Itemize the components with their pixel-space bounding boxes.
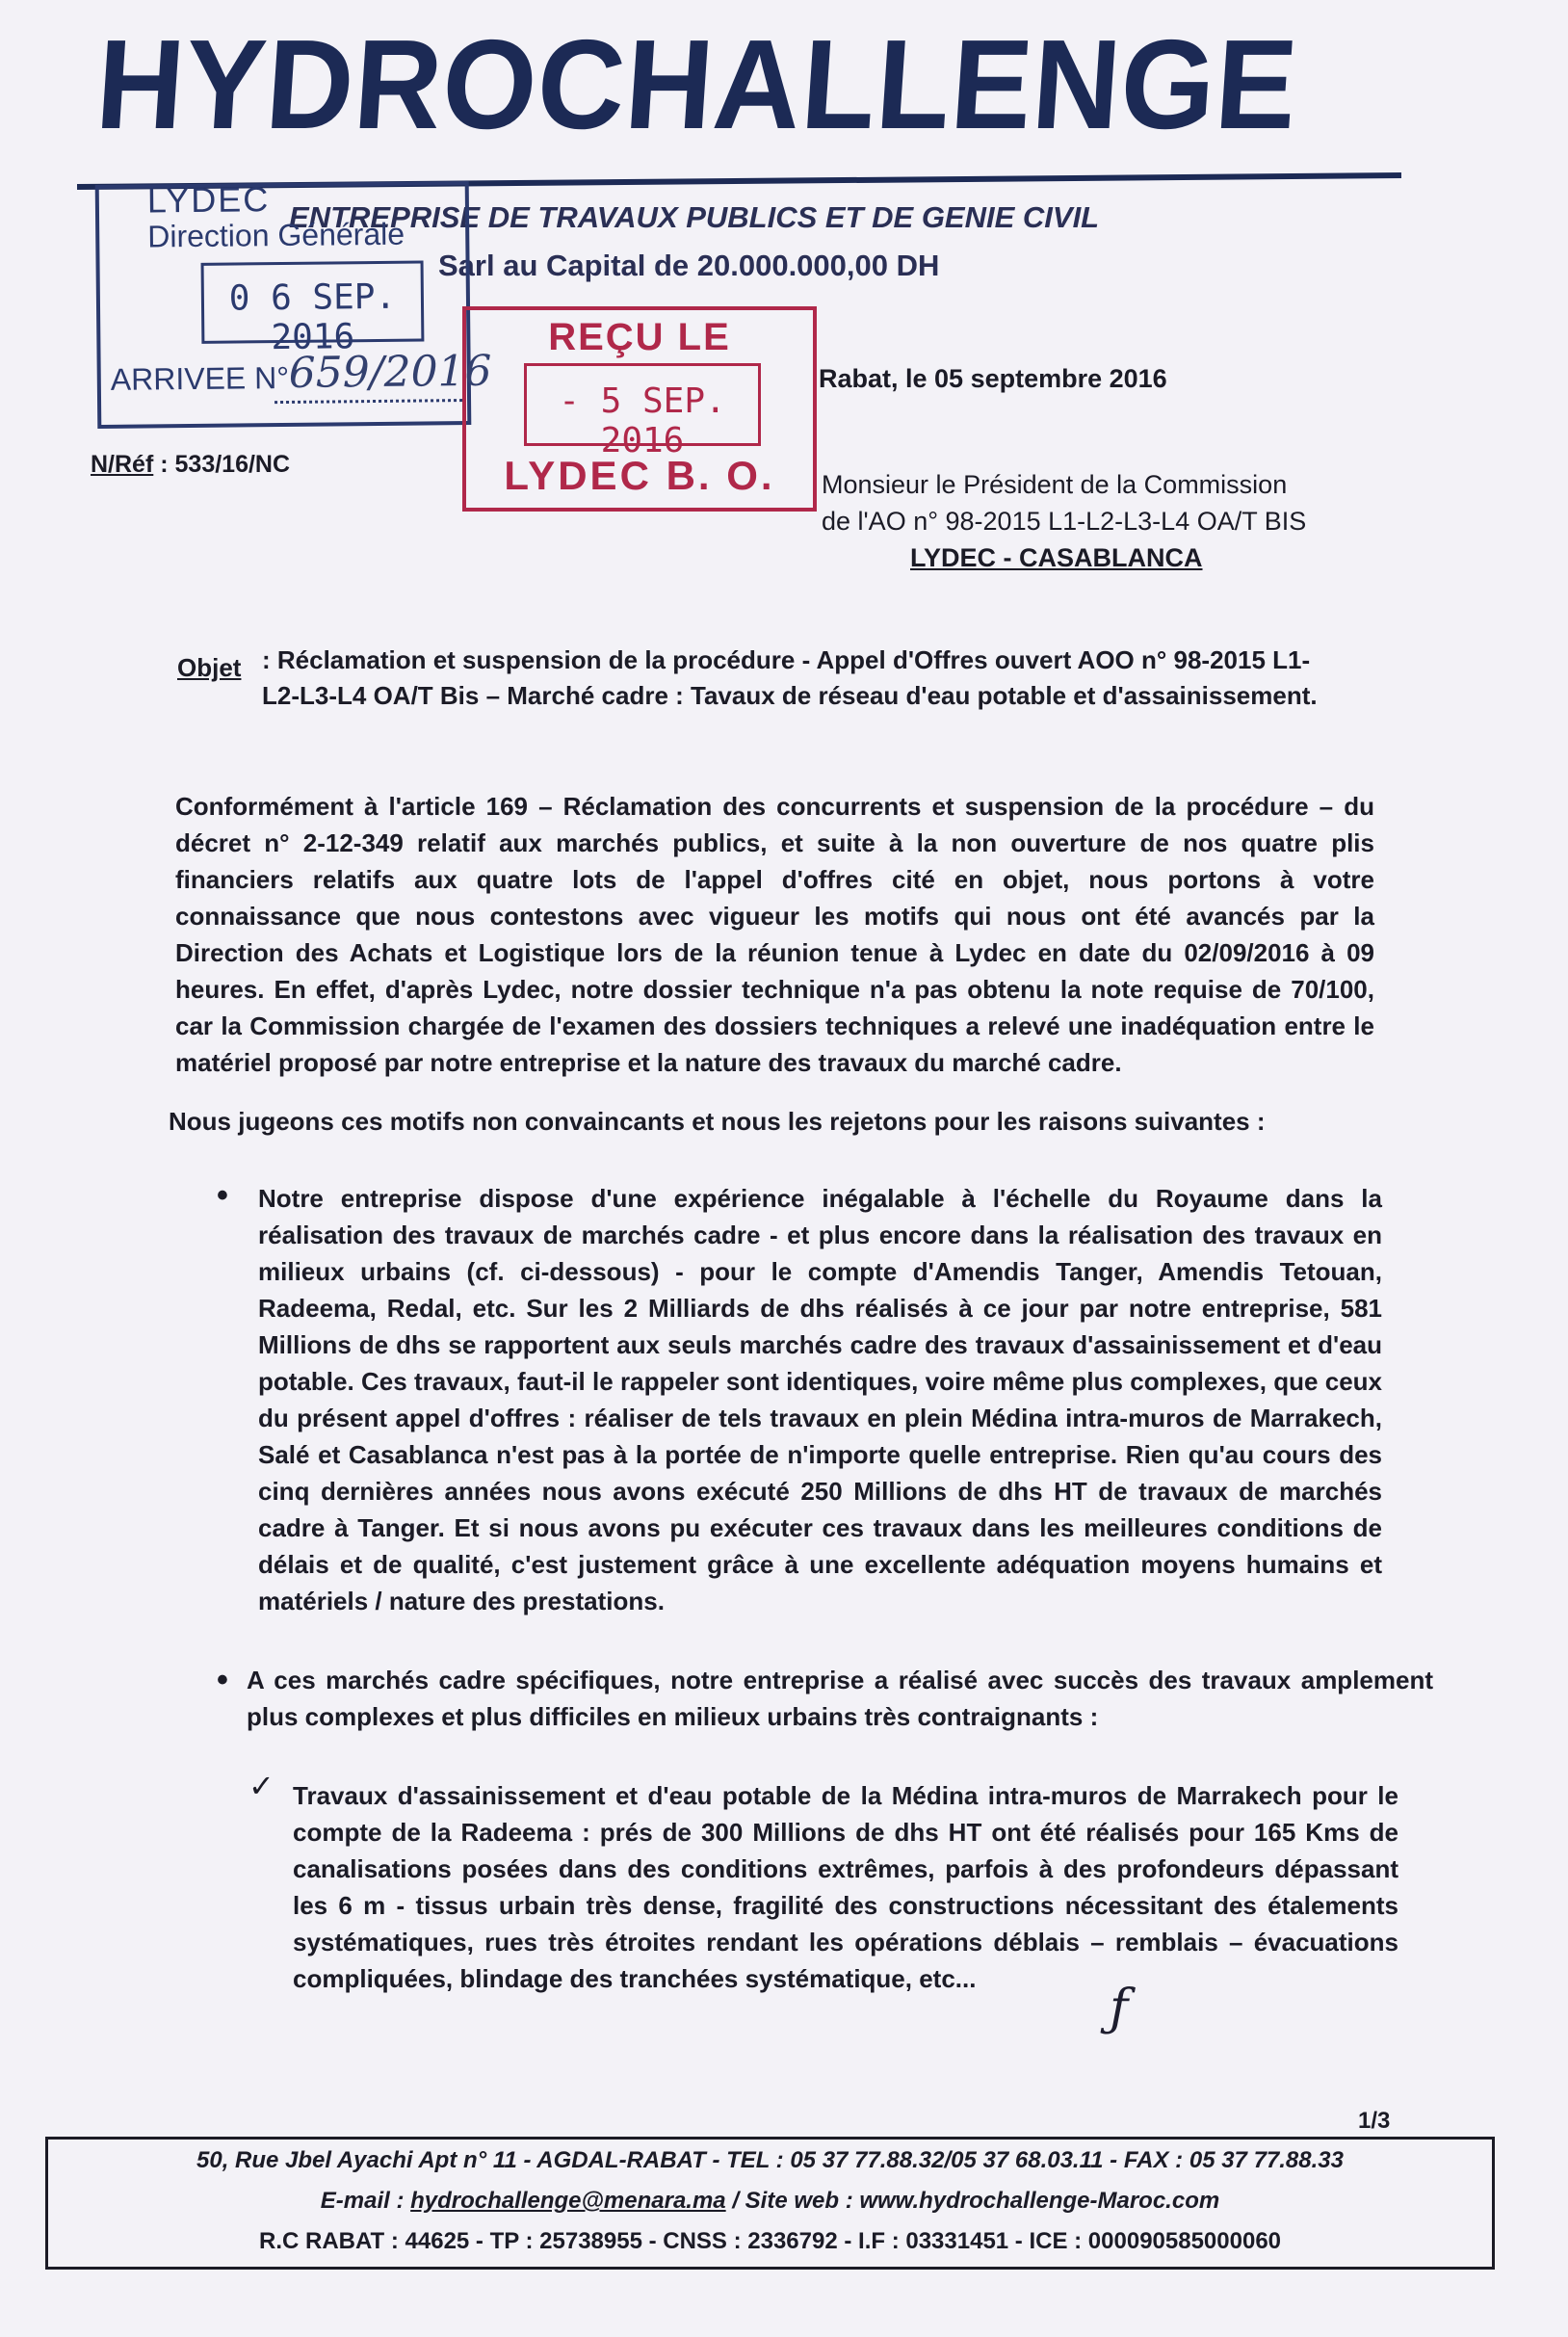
recipient-line-2: de l'AO n° 98-2015 L1-L2-L3-L4 OA/T BIS [822, 507, 1307, 536]
arrival-stamp-dotted-line [274, 399, 462, 404]
footer-email-label: E-mail : [320, 2188, 411, 2214]
company-capital: Sarl au Capital de 20.000.000,00 DH [438, 249, 940, 282]
arrival-stamp-org: LYDEC [146, 179, 271, 221]
footer-contact [48, 2188, 1492, 2215]
arrival-stamp-department: Direction Générale [147, 216, 405, 254]
footer-site: / Site web : www.hydrochallenge-Maroc.com [725, 2188, 1220, 2214]
subject-text: : Réclamation et suspension de la procédure - Appel d'Offres ouvert AOO n° 98-2015 L1-L2-L3-L4 OA/T Bis – Marché cadre : Tavaux de réseau d'eau potable et d'assainissement. [262, 645, 1318, 710]
checkmark-icon: ✓ [248, 1769, 274, 1803]
received-stamp-date: - 5 SEP. 2016 [559, 381, 726, 460]
arrival-stamp-date-box [201, 260, 425, 358]
received-stamp-date-box [524, 363, 761, 460]
recipient-line-3: LYDEC - CASABLANCA [910, 543, 1203, 572]
handwritten-initial: ƒ [1110, 1980, 1129, 2037]
received-stamp-title: REÇU LE [548, 316, 731, 358]
reference-label: N/Réf [91, 451, 154, 478]
arrival-stamp-number: 659/2016 [288, 346, 492, 398]
arrival-stamp-date: 0 6 SEP. 2016 [228, 276, 397, 358]
place-date: Rabat, le 05 septembre 2016 [819, 364, 1167, 393]
footer-registry: R.C RABAT : 44625 - TP : 25738955 - CNSS : 2336792 - I.F : 03331451 - ICE : 000090585000060 [258, 2228, 1282, 2254]
recipient-block [822, 466, 1306, 576]
subject-label: Objet [177, 653, 242, 682]
bullet-dot-icon: • [217, 1177, 228, 1214]
bullet-item-2: A ces marchés cadre spécifiques, notre entreprise a réalisé avec succès des travaux amplement plus complexes et plus difficiles en milieux urbains très contraignants : [247, 1666, 1433, 1731]
company-tagline: ENTREPRISE DE TRAVAUX PUBLICS ET DE GENIE CIVIL [289, 200, 1100, 234]
body-paragraph-2: Nous jugeons ces motifs non convaincants et nous les rejetons pour les raisons suivantes : [169, 1107, 1266, 1136]
body-paragraph-1: Conformément à l'article 169 – Réclamation des concurrents et suspension de la procédure – du décret n° 2-12-349 relatif aux marchés publics, et suite à la non ouverture de nos quatre plis financiers relatifs aux quatre lots de l'appel d'offres cité en objet, nous portons à votre connaissance que nous contestons avec vigueur les motifs qui nous ont été avancés par la Direction des Achats et Logistique lors de la réunion tenue à Lydec en date du 02/09/2016 à 09 heures. En effet, d'après Lydec, notre dossier technique n'a pas obtenu la note requise de 70/100, car la Commission chargée de l'examen des dossiers techniques a relevé une inadéquation entre le matériel proposé par notre entreprise et la nature des travaux du marché cadre. [175, 792, 1374, 1077]
bullet-dot-icon: • [217, 1662, 228, 1698]
company-logo: HYDROCHALLENGE [91, 13, 1302, 155]
arrival-stamp [95, 179, 492, 429]
page-number: 1/3 [1358, 2108, 1391, 2134]
bullet-item-1: Notre entreprise dispose d'une expérience inégalable à l'échelle du Royaume dans la réalisation des travaux de marchés cadre - et plus encore dans la réalisation des travaux en milieux urbains (cf. ci-dessous) - pour le compte d'Amendis Tanger, Amendis Tetouan, Radeema, Redal, etc. Sur les 2 Milliards de dhs réalisés à ce jour par notre entreprise, 581 Millions de dhs se rapportent aux seuls marchés cadre des travaux d'assainissement et d'eau potable. Ces travaux, faut-il le rappeler sont identiques, voire même plus complexes, que ceux du présent appel d'offres : réaliser de tels travaux en plein Médina intra-muros de Marrakech, Salé et Casablanca n'est pas à la portée de n'importe quelle entreprise. Rien qu'au cours des cinq dernières années nous avons exécuté 250 Millions de dhs HT de travaux de marchés cadre à Tanger. Et si nous avons pu exécuter ces travaux dans les meilleures conditions de délais et de qualité, c'est justement grâce à une excellente adéquation moyens humains et matériels / nature des prestations. [258, 1184, 1382, 1615]
reference-value: : 533/16/NC [160, 451, 291, 478]
footer-email[interactable]: hydrochallenge@menara.ma [410, 2188, 726, 2214]
recipient-line-1: Monsieur le Président de la Commission [822, 470, 1288, 499]
footer-box [45, 2137, 1495, 2270]
received-stamp [462, 306, 817, 512]
reference [91, 451, 290, 479]
arrival-stamp-label: ARRIVEE N° [110, 359, 290, 397]
check-item-1: Travaux d'assainissement et d'eau potable de la Médina intra-muros de Marrakech pour le compte de la Radeema : prés de 300 Millions de dhs HT ont été réalisés pour 165 Kms de canalisations posées dans des conditions extrêmes, parfois à des profondeurs dépassant les 6 m - tissus urbain très dense, fragilité des constructions nécessitant des étalements systématiques, rues très étroites rendant les opérations déblais – remblais – évacuations compliquées, blindage des tranchées systématique, etc... [293, 1781, 1398, 1993]
footer-address: 50, Rue Jbel Ayachi Apt n° 11 - AGDAL-RABAT - TEL : 05 37 77.88.32/05 37 68.03.11 - FAX : 05 37 77.88.33 [196, 2147, 1344, 2173]
received-stamp-office: LYDEC B. O. [504, 453, 775, 498]
